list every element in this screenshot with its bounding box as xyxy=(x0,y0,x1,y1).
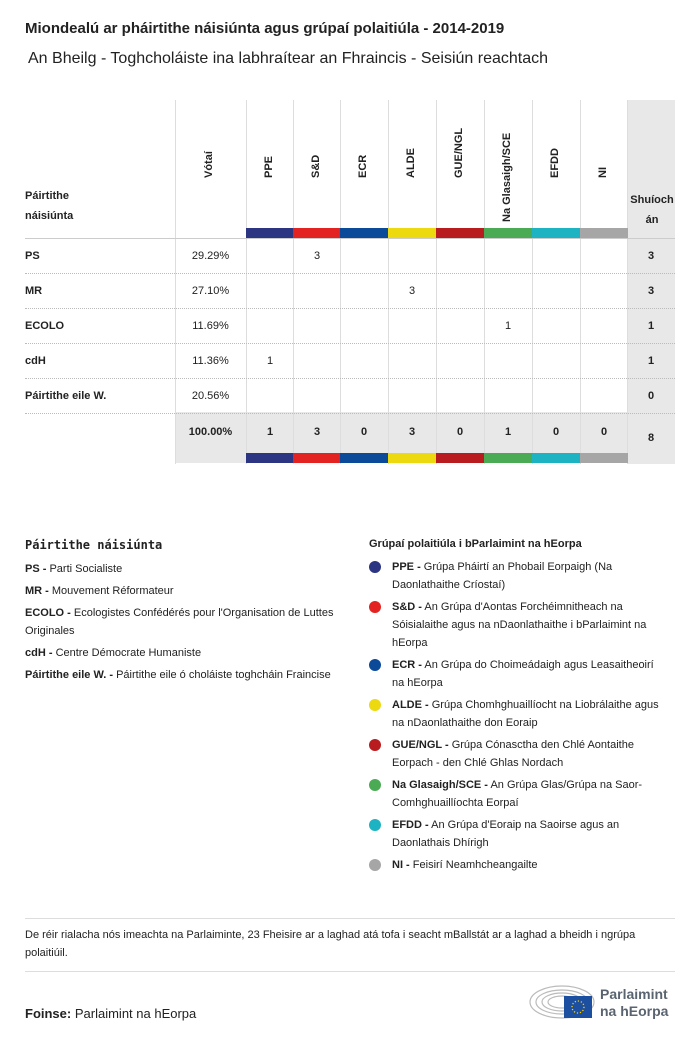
group-color-bar-total-1 xyxy=(293,453,341,463)
seat-table xyxy=(25,100,675,464)
party-abbr: PS - xyxy=(25,563,47,575)
vote-share: 11.69% xyxy=(192,319,229,332)
group-color-bar-total-6 xyxy=(532,453,580,463)
group-color-dot xyxy=(369,699,381,711)
seat-count: 1 xyxy=(266,354,274,367)
chart-subtitle: An Bheilg - Toghcholáiste ina labhraítear an Fhraincis - Seisiún reachtach xyxy=(28,50,548,67)
column-divider xyxy=(436,100,437,464)
group-legend-item xyxy=(369,816,669,852)
group-color-bar-0 xyxy=(246,228,294,238)
row-total-seats: 3 xyxy=(647,249,655,262)
group-color-bar-total-5 xyxy=(484,453,532,463)
group-color-bar-5 xyxy=(484,228,532,238)
row-total-seats: 1 xyxy=(647,354,655,367)
chart-title: Miondealú ar pháirtithe náisiúnta agus grúpaí polaitiúla - 2014-2019 xyxy=(25,20,505,37)
seat-count: 1 xyxy=(504,319,512,332)
party-legend-title: Páirtithe náisiúnta xyxy=(25,538,163,552)
group-abbr: PPE - xyxy=(392,561,421,573)
group-header-5: Na Glasaigh/SCE xyxy=(501,132,513,222)
group-abbr: S&D - xyxy=(392,601,422,613)
group-full-name: Grúpa Cónasctha den Chlé Aontaithe Eorpach - den Chlé Ghlas Nordach xyxy=(392,739,634,769)
party-legend-item xyxy=(25,560,345,578)
group-color-dot xyxy=(369,601,381,613)
group-color-dot xyxy=(369,779,381,791)
group-total-seats: 1 xyxy=(504,426,512,438)
seat-count: 3 xyxy=(313,249,321,262)
total-votes: 100.00% xyxy=(188,426,233,438)
group-header-2: ECR xyxy=(357,154,369,178)
party-full-name: Ecologistes Confédérés pour l'Organisation de Luttes Originales xyxy=(25,607,334,637)
group-color-bar-total-4 xyxy=(436,453,484,463)
group-color-bar-total-7 xyxy=(580,453,628,463)
group-color-bar-7 xyxy=(580,228,628,238)
party-legend xyxy=(25,538,345,688)
group-legend-title: Grúpaí polaitiúla i bParlaimint na hEorpa xyxy=(369,538,582,550)
group-color-bar-total-3 xyxy=(388,453,436,463)
row-total-seats: 1 xyxy=(647,319,655,332)
group-full-name: An Grúpa d'Aontas Forchéimnitheach na Sóisialaithe agus na nDaonlathaithe i bParlaimint na hEorpa xyxy=(392,601,647,649)
group-abbr: ECR - xyxy=(392,659,422,671)
column-divider xyxy=(532,100,533,464)
column-divider xyxy=(246,100,247,464)
group-color-bar-6 xyxy=(532,228,580,238)
divider xyxy=(25,918,675,919)
party-full-name: Parti Socialiste xyxy=(49,563,123,575)
group-legend-item xyxy=(369,776,669,812)
group-color-dot xyxy=(369,739,381,751)
group-color-dot xyxy=(369,659,381,671)
party-legend-item xyxy=(25,666,345,684)
party-abbr: ECOLO - xyxy=(25,607,71,619)
group-color-dot xyxy=(369,859,381,871)
party-name: Páirtithe eile W. xyxy=(25,389,107,402)
party-abbr: MR - xyxy=(25,585,49,597)
party-name: PS xyxy=(25,249,40,262)
group-color-bar-1 xyxy=(293,228,341,238)
group-abbr: NI - xyxy=(392,859,410,871)
votes-header: Vótaí xyxy=(203,151,215,178)
parliament-logo xyxy=(528,982,678,1022)
hemicycle-icon xyxy=(528,982,596,1020)
group-legend-item xyxy=(369,558,669,594)
group-total-seats: 0 xyxy=(456,426,464,438)
party-name: ECOLO xyxy=(25,319,65,332)
group-color-dot xyxy=(369,561,381,573)
column-divider xyxy=(293,100,294,464)
footnote: De réir rialacha nós imeachta na Parlaiminte, 23 Fheisire ar a laghad atá tofa i seacht mBallstát ar a laghad a bheidh i ngrúpa polaitiúil. xyxy=(25,929,636,959)
vote-share: 27.10% xyxy=(191,284,230,297)
party-full-name: Mouvement Réformateur xyxy=(51,585,174,597)
group-header-3: ALDE xyxy=(405,148,417,178)
group-abbr: EFDD - xyxy=(392,819,429,831)
column-divider xyxy=(484,100,485,464)
group-full-name: Grúpa Pháirtí an Phobail Eorpaigh (Na Daonlathaithe Críostaí) xyxy=(392,561,613,591)
group-legend-item xyxy=(369,656,669,692)
column-divider xyxy=(580,100,581,464)
group-abbr: GUE/NGL - xyxy=(392,739,449,751)
group-legend-item xyxy=(369,736,669,772)
party-abbr: cdH - xyxy=(25,647,53,659)
group-color-bar-4 xyxy=(436,228,484,238)
party-name: cdH xyxy=(25,354,46,367)
group-total-seats: 0 xyxy=(360,426,368,438)
group-full-name: An Grúpa Glas/Grúpa na Saor-Comhghuaillíochta Eorpaí xyxy=(392,779,643,809)
group-header-1: S&D xyxy=(310,154,322,178)
group-abbr: Na Glasaigh/SCE - xyxy=(392,779,488,791)
group-header-4: GUE/NGL xyxy=(453,127,465,178)
vote-share: 29.29% xyxy=(191,249,230,262)
group-color-bar-total-2 xyxy=(340,453,388,463)
source xyxy=(25,1006,196,1021)
party-full-name: Centre Démocrate Humaniste xyxy=(55,647,202,659)
group-abbr: ALDE - xyxy=(392,699,429,711)
group-total-seats: 0 xyxy=(552,426,560,438)
row-total-seats: 0 xyxy=(647,389,655,402)
seats-header: Shuíochán xyxy=(630,194,674,226)
group-color-dot xyxy=(369,819,381,831)
row-total-seats: 3 xyxy=(647,284,655,297)
group-header-0: PPE xyxy=(263,155,275,178)
group-legend-item xyxy=(369,856,669,874)
group-header-6: EFDD xyxy=(549,148,561,178)
group-color-bar-3 xyxy=(388,228,436,238)
group-color-bar-2 xyxy=(340,228,388,238)
source-label: Foinse: xyxy=(25,1006,72,1021)
column-divider xyxy=(340,100,341,464)
group-total-seats: 1 xyxy=(266,426,274,438)
group-header-7: NI xyxy=(597,167,609,178)
group-full-name: An Grúpa do Choimeádaigh agus Leasaitheoirí na hEorpa xyxy=(392,659,654,689)
group-full-name: Grúpa Chomhghuaillíocht na Liobrálaithe agus na nDaonlathaithe don Eoraip xyxy=(392,699,659,729)
group-legend-item xyxy=(369,598,669,652)
logo-text: Parlaimint na hEorpa xyxy=(600,986,669,1019)
vote-share: 11.36% xyxy=(192,354,229,367)
vote-share: 20.56% xyxy=(191,389,230,402)
group-legend-item xyxy=(369,696,669,732)
group-full-name: An Grúpa d'Eoraip na Saoirse agus an Daonlathais Dhírigh xyxy=(392,819,620,849)
source-text: Parlaimint na hEorpa xyxy=(74,1006,197,1021)
party-name: MR xyxy=(25,284,43,297)
group-total-seats: 0 xyxy=(600,426,608,438)
seat-count: 3 xyxy=(408,284,416,297)
group-full-name: Feisirí Neamhcheangailte xyxy=(412,859,538,871)
divider xyxy=(25,971,675,972)
group-total-seats: 3 xyxy=(408,426,416,438)
row-header: Páirtithe náisiúnta xyxy=(25,190,74,222)
grand-total-seats: 8 xyxy=(647,432,655,444)
party-abbr: Páirtithe eile W. - xyxy=(25,669,114,681)
group-legend xyxy=(369,538,669,878)
party-legend-item xyxy=(25,604,345,640)
party-full-name: Páirtithe eile ó choláiste toghcháin Fraincise xyxy=(116,669,331,681)
party-legend-item xyxy=(25,582,345,600)
party-legend-item xyxy=(25,644,345,662)
group-total-seats: 3 xyxy=(313,426,321,438)
group-color-bar-total-0 xyxy=(246,453,294,463)
